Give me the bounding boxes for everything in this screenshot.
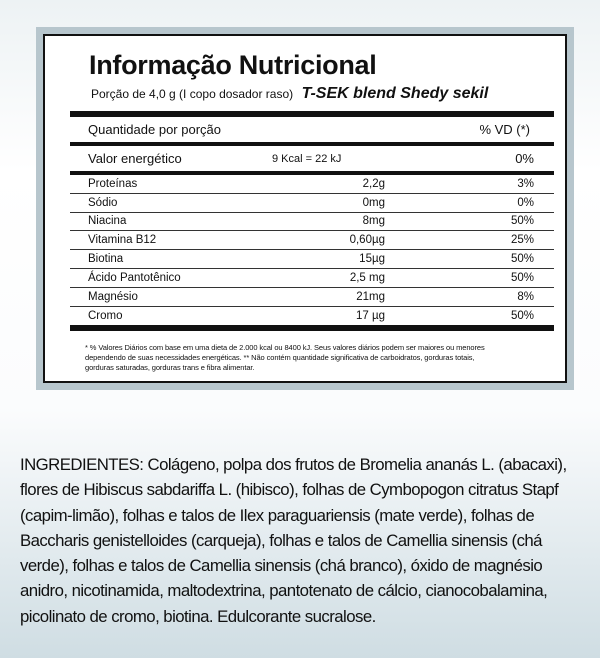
nutrient-name: Sódio (88, 196, 118, 209)
nutrient-amount: 2,2g (362, 177, 385, 190)
table-header-row (70, 117, 554, 142)
nutrient-vd: 50% (510, 309, 534, 322)
energy-amount: 9 Kcal = 22 kJ (272, 152, 342, 165)
table-row (70, 269, 554, 288)
vd-header: % VD (*) (479, 122, 530, 137)
serving-size: Porção de 4,0 g (I copo dosador raso) (91, 87, 294, 101)
table-row (70, 213, 554, 232)
nutrient-vd: 8% (517, 290, 534, 303)
energy-vd: 0% (515, 151, 534, 166)
nutrient-vd: 0% (517, 196, 534, 209)
serving-line (91, 85, 488, 103)
nutrient-amount: 15µg (359, 253, 385, 266)
table-bottom-rule (70, 325, 554, 331)
ingredients-text: INGREDIENTES: Colágeno, polpa dos frutos de Bromelia ananás L. (abacaxi), flores de Hibiscus sabdariffa L. (hibisco), folhas de Cymbopogon citratus Stapf (capim-limão), folhas e talos de Ilex paraguariensis (mate verde), folhas de Baccharis genistelloides (carqueja), folhas e talos de Camellia sinensis (chá verde), folhas e talos de Camellia sinensis (chá branco), óxido de magnésio anidro, nicotinamida, maltodextrina, pantotenato de cálcio, cianocobalamina, picolinato de cromo, biotina. Edulcorante sucralose. (20, 455, 567, 626)
nutrient-amount: 21mg (356, 290, 385, 303)
nutrient-name: Niacina (88, 215, 127, 228)
nutrient-name: Ácido Pantotênico (88, 271, 181, 284)
nutrient-amount: 0mg (362, 196, 385, 209)
table-row (70, 231, 554, 250)
nutrition-table (70, 111, 554, 331)
nutrient-name: Magnésio (88, 290, 138, 303)
nutrient-rows (70, 175, 554, 325)
nutrient-vd: 3% (517, 177, 534, 190)
nutrient-amount: 17 µg (355, 309, 385, 322)
table-row (70, 175, 554, 194)
nutrient-vd: 50% (510, 271, 534, 284)
nutrition-label-card (43, 34, 567, 383)
nutrient-amount: 0,60µg (349, 234, 385, 247)
nutrient-name: Proteínas (88, 177, 138, 190)
table-row (70, 288, 554, 307)
label-title: Informação Nutricional (89, 50, 377, 80)
table-row (70, 307, 554, 326)
nutrient-amount: 8mg (362, 215, 385, 228)
quantity-header: Quantidade por porção (88, 122, 221, 137)
energy-row (70, 146, 554, 171)
nutrient-name: Biotina (88, 253, 124, 266)
table-row (70, 250, 554, 269)
nutrient-vd: 50% (510, 215, 534, 228)
energy-name: Valor energético (88, 151, 182, 166)
table-row (70, 194, 554, 213)
nutrient-vd: 25% (510, 234, 534, 247)
nutrition-label-panel (36, 27, 574, 390)
daily-values-footnote: * % Valores Diários com base em uma dieta de 2.000 kcal ou 8400 kJ. Seus valores diários podem ser maiores ou menores dependendo de suas necessidades energéticas. ** Não contém quantidade significativa de carboidratos, gorduras totais, gorduras saturadas, gorduras trans e fibra alimentar. (85, 343, 485, 372)
nutrient-name: Cromo (88, 309, 123, 322)
nutrient-name: Vitamina B12 (88, 234, 157, 247)
nutrient-amount: 2,5 mg (349, 271, 385, 284)
product-name: T-SEK blend Shedy sekil (301, 85, 489, 102)
nutrient-vd: 50% (510, 253, 534, 266)
